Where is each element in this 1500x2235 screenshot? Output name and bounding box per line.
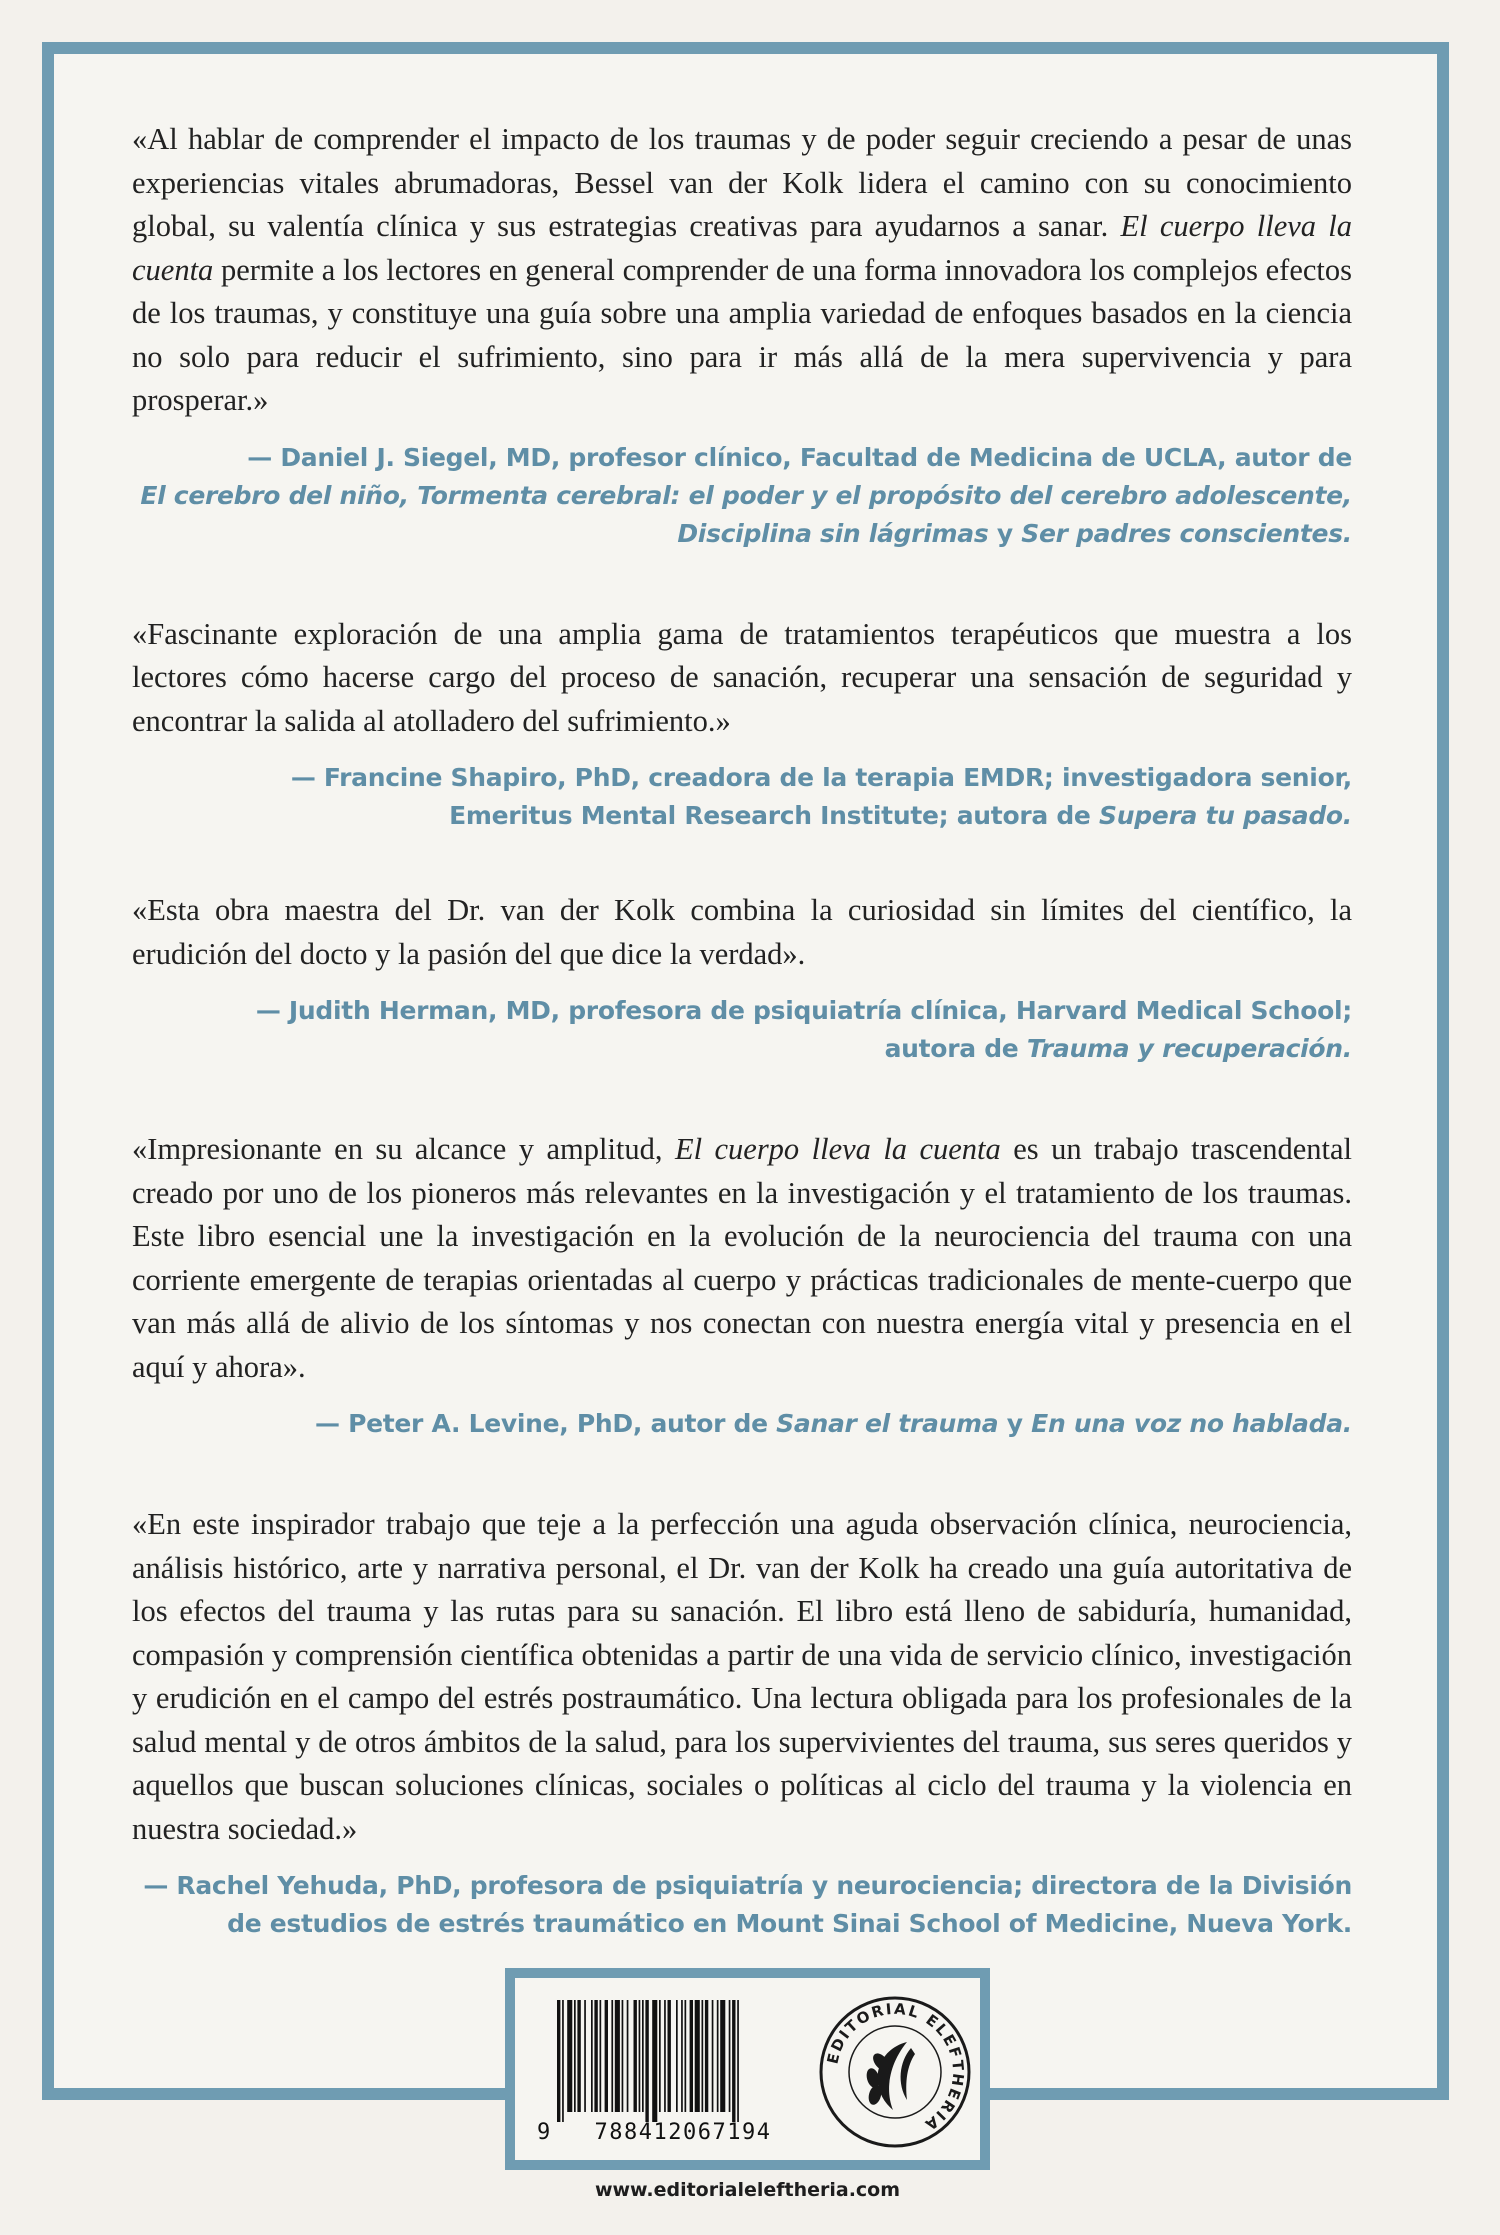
blurb-attribution [132, 439, 1352, 553]
attribution-line [132, 515, 1352, 553]
barcode-bar [737, 2000, 739, 2122]
attribution-line: — Daniel J. Siegel, MD, profesor clínico, Facultad de Medicina de UCLA, autor de [247, 442, 1352, 472]
blurb-attribution [132, 1867, 1352, 1943]
barcode-bar [627, 2000, 629, 2112]
blurb-quote: «Esta obra maestra del Dr. van der Kolk combina la curiosidad sin límites del científico, la erudición del docto y la pasión del que dice la verdad». [132, 893, 1352, 971]
attribution-text: — Peter A. Levine, PhD, autor de [314, 1409, 777, 1438]
barcode-bar [611, 2000, 613, 2112]
barcode-bar [652, 2000, 657, 2122]
barcode-bar [562, 2000, 564, 2122]
isbn-barcode [537, 2000, 807, 2152]
back-cover-blurbs [132, 118, 1352, 1943]
spacer [132, 835, 1352, 889]
barcode-bar [567, 2000, 572, 2112]
blurb-quote: «En este inspirador trabajo que teje a la perfección una aguda observación clínica, neurociencia, análisis histórico, arte y narrativa personal, el Dr. van der Kolk ha creado una guía autoritativa de los efectos del trauma y las rutas para su sanación. El libro está lleno de sabiduría, humanidad, compasión y comprensión científica obtenidas a partir de una vida de servicio clínico, investigación y erudición en el campo del estrés postraumático. Una lectura obligada para los profesionales de la salud mental y de otros ámbitos de la salud, para los supervivientes del trauma, sus seres queridos y aquellos que buscan soluciones clínicas, sociales o políticas al ciclo del trauma y la violencia en nuestra sociedad.» [132, 1507, 1352, 1846]
attribution-conjunction: y [998, 1409, 1032, 1438]
barcode-bar [615, 2000, 620, 2112]
quote-text: es un trabajo trascendental creado por uno de los pioneros más relevantes en la investigación y el tratamiento de los traumas. Este libro esencial une la investigación en la evolución de la neurociencia del trauma con una corriente emergente de terapias orientadas al cuerpo y prácticas tradicionales de mente-cuerpo que van más allá de alivio de los síntomas y nos conectan con nuestra energía vital y presencia en el aquí y ahora». [132, 1132, 1353, 1384]
attribution-title: Supera tu pasado. [1099, 801, 1352, 830]
seal-text: EDITORIAL ELEFTHERIA [823, 1999, 968, 2135]
barcode-bar [717, 2000, 719, 2112]
barcode-bar [732, 2000, 735, 2122]
attribution-title: Trauma y recuperación. [1026, 1034, 1352, 1063]
blurb-attribution [132, 992, 1352, 1068]
barcode-bar [685, 2000, 687, 2112]
barcode-digits: 788412067194 [594, 2120, 772, 2145]
attribution-line: — Francine Shapiro, PhD, creadora de la terapia EMDR; investigadora senior, [290, 763, 1352, 792]
attribution-line [132, 1030, 1352, 1068]
barcode-bar [695, 2000, 700, 2112]
barcode-bar [659, 2000, 661, 2112]
barcode-bar [594, 2000, 597, 2112]
barcode-bar [681, 2000, 683, 2112]
barcode-bar [557, 2000, 560, 2122]
attribution-line: de estudios de estrés traumático en Mount Sinai School of Medicine, Nueva York. [227, 1909, 1352, 1938]
barcode-bar [690, 2000, 693, 2112]
attribution-title: Disciplina sin lágrimas [677, 518, 989, 548]
barcode-bar [702, 2000, 704, 2112]
attribution-conjunction: y [988, 518, 1022, 548]
blurb-attribution [132, 759, 1352, 835]
attribution-text: Emeritus Mental Research Institute; autora de [449, 801, 1099, 830]
attribution-line [132, 477, 1352, 515]
spacer [132, 553, 1352, 613]
attribution-title: En una voz no hablada. [1031, 1409, 1352, 1438]
barcode-box [505, 1968, 990, 2170]
blurb-quote [132, 118, 1352, 423]
barcode-bar [664, 2000, 666, 2112]
barcode-bar [577, 2000, 580, 2112]
barcode-bar [642, 2000, 644, 2112]
barcode-lead-digit: 9 [537, 2120, 551, 2145]
barcode-bar [574, 2000, 576, 2112]
quote-text: «Impresionante en su alcance y amplitud, [132, 1132, 675, 1166]
attribution-title: Ser padres conscientes. [1021, 518, 1352, 548]
barcode-bar [729, 2000, 731, 2112]
barcode-bar [720, 2000, 725, 2112]
attribution-titles: El cerebro del niño, Tormenta cerebral: el poder y el propósito del cerebro adolescente, [140, 480, 1352, 510]
attribution-text: autora de [884, 1034, 1027, 1063]
publisher-seal-icon [815, 1992, 975, 2152]
barcode-bars [555, 2000, 805, 2122]
quote-text: «Al hablar de comprender el impacto de los traumas y de poder seguir creciendo a pesar de unas experiencias vitales abrumadoras, Bessel van der Kolk lidera el camino con su conocimiento global, su valentía clínica y sus estrategias creativas para ayudarnos a sanar. [132, 122, 1352, 243]
barcode-bar [668, 2000, 671, 2112]
blurb-quote [132, 1128, 1352, 1389]
barcode-bar [584, 2000, 586, 2112]
barcode-bar [600, 2000, 602, 2112]
publisher-website[interactable]: www.editorialeleftheria.com [594, 2179, 901, 2201]
barcode-bar [712, 2000, 714, 2112]
barcode-bar [676, 2000, 678, 2112]
book-title-italic: El cuerpo lleva la cuenta [674, 1132, 1001, 1166]
barcode-bar [605, 2000, 608, 2112]
spacer [132, 1443, 1352, 1503]
attribution-line [132, 1405, 1352, 1443]
barcode-bar [705, 2000, 708, 2112]
barcode-bar [622, 2000, 624, 2112]
blurb-quote: «Fascinante exploración de una amplia gama de tratamientos terapéuticos que muestra a los lectores cómo hacerse cargo del proceso de sanación, recuperar una sensación de seguridad y encontrar la salida al atolladero del sufrimiento.» [132, 616, 1352, 738]
blurb-attribution [132, 1405, 1352, 1443]
quote-text: permite a los lectores en general comprender de una forma innovadora los complejos efectos de los traumas, y constituye una guía sobre una amplia variedad de enfoques basados en la ciencia no solo para reducir el sufrimiento, sino para ir más allá de la mera supervivencia y para prosperar.» [132, 252, 1352, 417]
barcode-bar [645, 2000, 648, 2122]
attribution-line [132, 797, 1352, 835]
barcode-bar [591, 2000, 593, 2112]
attribution-line: — Judith Herman, MD, profesora de psiquiatría clínica, Harvard Medical School; [255, 996, 1352, 1025]
spacer [132, 1068, 1352, 1128]
barcode-bar [634, 2000, 637, 2112]
barcode-bar [639, 2000, 641, 2112]
attribution-title: Sanar el trauma [776, 1409, 999, 1438]
attribution-line: — Rachel Yehuda, PhD, profesora de psiquiatría y neurociencia; directora de la División [143, 1871, 1352, 1900]
book-title-italic: El cuerpo lleva la cuenta [132, 209, 1352, 287]
